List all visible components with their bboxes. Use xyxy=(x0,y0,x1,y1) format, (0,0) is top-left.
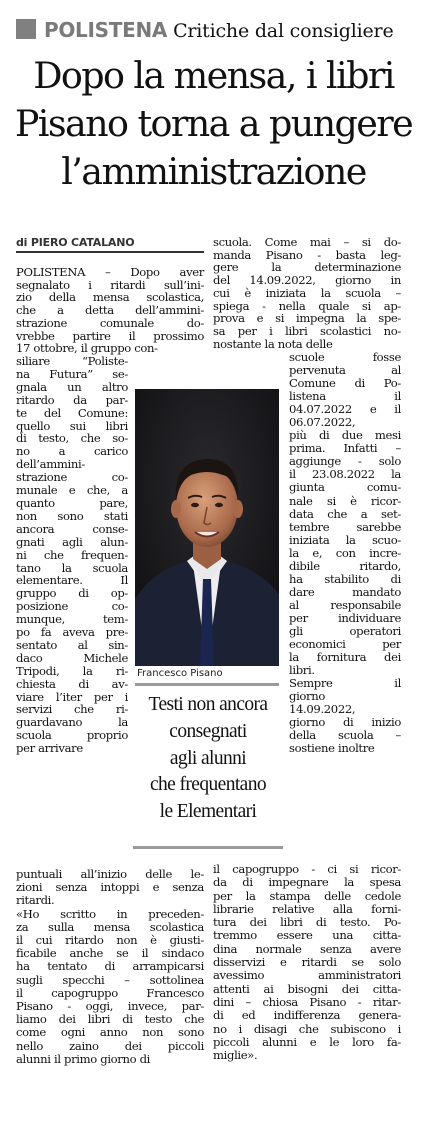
kicker-square-icon xyxy=(16,19,36,39)
text-line: no a carico xyxy=(16,444,128,459)
text-line: data che a set- xyxy=(289,506,401,521)
pull-quote-line: che frequentano xyxy=(149,774,267,796)
text-line: scuole fosse xyxy=(289,350,401,364)
text-line: dina normale senza avere xyxy=(213,941,401,956)
column-left-bottom xyxy=(16,868,204,1066)
text-line: il capogruppo Francesco xyxy=(16,985,204,1000)
text-line: più di due mesi xyxy=(289,428,401,443)
pull-quote-divider xyxy=(133,846,283,849)
text-line: nello zaino dei piccoli xyxy=(16,1038,204,1053)
text-line: di testo, che so- xyxy=(16,431,128,446)
text-line: 14.09.2022, xyxy=(289,702,356,717)
text-line: come ogni anno non sono xyxy=(16,1025,204,1040)
text-line: per individuare xyxy=(289,610,401,625)
text-line: nale si è ricor- xyxy=(289,493,401,508)
text-line: il cui ritardo non è giusti- xyxy=(16,933,204,948)
text-line: na Futura” se- xyxy=(16,366,128,381)
text-line: viare l’iter per i xyxy=(16,689,128,704)
text-line: munque, tem- xyxy=(16,612,128,627)
text-line: alunni il primo giorno di xyxy=(16,1051,151,1066)
column-right-bottom xyxy=(213,863,401,1062)
kicker-subtitle: Critiche dal consigliere xyxy=(173,20,394,42)
text-line: gli operatori xyxy=(289,623,401,638)
text-line: ritardo da par- xyxy=(16,392,128,407)
text-line: pervenuta al xyxy=(289,363,401,378)
text-line: della scuola – xyxy=(289,728,401,743)
text-line: giorno xyxy=(289,689,325,704)
text-line: economici per xyxy=(289,637,401,652)
kicker-city: POLISTENA xyxy=(44,18,168,42)
byline: di PIERO CATALANO xyxy=(16,236,204,253)
headline-line: Dopo la mensa, i libri xyxy=(33,54,394,97)
text-line: per la stampa delle cedole xyxy=(213,888,401,903)
text-line: posizione co- xyxy=(16,599,128,614)
text-line: puntuali all’inizio delle le- xyxy=(16,867,204,881)
text-line: ha tentato di arrampicarsi xyxy=(16,959,204,974)
text-line: che a detta dell’ammini- xyxy=(16,303,204,318)
text-line: ni che frequen- xyxy=(16,547,128,562)
text-line: non sono stati xyxy=(16,508,128,523)
text-line: gnati agli alun- xyxy=(16,534,128,549)
text-line: prima. Infatti – xyxy=(289,441,401,456)
text-line: Comune di Po- xyxy=(289,376,401,391)
text-line: no i disagi che subiscono i xyxy=(213,1021,401,1036)
text-line: zio della mensa scolastica, xyxy=(16,290,204,305)
text-line: scuola proprio xyxy=(16,728,128,743)
caption-divider xyxy=(135,683,279,686)
text-line: avessimo amministratori xyxy=(213,968,401,983)
text-line: quanto pare, xyxy=(16,495,128,510)
portrait-photo xyxy=(135,389,279,666)
text-line: da di impegnare la spesa xyxy=(213,875,401,890)
pull-quote xyxy=(133,692,283,826)
text-line: dini – chiosa Pisano - ritar- xyxy=(213,994,401,1009)
column-right-top xyxy=(213,236,401,350)
text-line: tano la scuola xyxy=(16,560,128,575)
text-line: strazione comunale do- xyxy=(16,315,204,330)
pull-quote-line: le Elementari xyxy=(159,801,257,823)
column-left-top xyxy=(16,266,204,355)
column-left-narrow xyxy=(16,355,128,755)
text-line: po fa aveva pre- xyxy=(16,625,128,640)
text-line: sugli specchi – sottolinea xyxy=(16,972,204,987)
text-line: di ed indifferenza genera- xyxy=(213,1008,401,1023)
text-line: dell’ammini- xyxy=(16,457,85,472)
text-line: dare mandato xyxy=(289,584,401,599)
text-line: Tripodi, la ri- xyxy=(16,663,128,678)
text-line: librarie relative alla forni- xyxy=(213,901,401,916)
text-line: attenti ai bisogni dei citta- xyxy=(213,981,401,996)
text-line: ritardi. xyxy=(16,893,55,908)
text-line: scuola. Come mai – si do- xyxy=(213,235,401,249)
text-line: sostiene inoltre xyxy=(289,741,375,756)
text-line: «Ho scritto in preceden- xyxy=(16,906,204,921)
text-line: ancora conse- xyxy=(16,521,128,536)
column-right-narrow xyxy=(289,351,401,755)
text-line: servizi che ri- xyxy=(16,702,128,717)
text-line: elementare. Il xyxy=(16,573,128,588)
text-line: giorno di inizio xyxy=(289,715,401,730)
text-line: tura dei libri di testo. Po- xyxy=(213,915,401,930)
text-line: chiesta di av- xyxy=(16,676,128,691)
text-line: tremmo essere una citta- xyxy=(213,928,401,943)
text-line: Sempre il xyxy=(289,676,401,691)
text-line: quello sui libri xyxy=(16,418,128,433)
text-line: liamo dei libri di testo che xyxy=(16,1012,204,1027)
text-line: giunta comu- xyxy=(289,480,401,495)
text-line: cui è iniziata la scuola – xyxy=(213,285,401,300)
headline-line: Pisano torna a pungere xyxy=(14,102,413,145)
text-line: il capogruppo - ci si ricor- xyxy=(213,862,401,876)
text-line: guardavano la xyxy=(16,715,128,730)
text-line: il 23.08.2022 la xyxy=(289,467,401,482)
text-line: vrebbe partire il prossimo xyxy=(16,328,204,343)
text-line: gnala un altro xyxy=(16,379,128,394)
text-line: siliare “Poliste- xyxy=(16,354,128,368)
text-line: listena il xyxy=(289,389,401,404)
text-line: nostante la nota delle xyxy=(213,336,333,351)
text-line: libri. xyxy=(289,663,315,678)
text-line: POLISTENA – Dopo aver xyxy=(16,265,204,279)
text-line: prova e si impegna la spe- xyxy=(213,311,401,326)
text-line: za sulla mensa scolastica xyxy=(16,919,204,934)
text-line: disservizi e ritardi se solo xyxy=(213,955,401,970)
text-line: del 14.09.2022, giorno in xyxy=(213,273,401,288)
text-line: 06.07.2022, xyxy=(289,415,356,430)
text-line: dibile ritardo, xyxy=(289,558,401,573)
text-line: ficabile anche se il sindaco xyxy=(16,946,204,961)
text-line: spiega - nella quale si ap- xyxy=(213,298,401,313)
text-line: 17 ottobre, il gruppo con- xyxy=(16,341,158,356)
text-line: per arrivare xyxy=(16,741,83,756)
text-line: la fornitura dei xyxy=(289,650,401,665)
text-line: al responsabile xyxy=(289,597,401,612)
portrait-illustration xyxy=(135,389,279,666)
text-line: aggiunge - solo xyxy=(289,454,401,469)
article-kicker xyxy=(16,18,416,44)
text-line: iniziata la scuo- xyxy=(289,532,401,547)
headline xyxy=(8,52,419,196)
text-line: piccoli alunni e le loro fa- xyxy=(213,1034,401,1049)
photo-caption: Francesco Pisano xyxy=(137,668,223,679)
text-line: munale e che, a xyxy=(16,483,128,498)
text-line: ha stabilito di xyxy=(289,571,401,586)
pull-quote-line: consegnati xyxy=(169,720,247,742)
text-line: sa per i libri scolastici no- xyxy=(213,323,401,338)
pull-quote-line: agli alunni xyxy=(169,747,247,769)
text-line: segnalato i ritardi sull’ini- xyxy=(16,277,204,292)
text-line: zioni senza intoppi e senza xyxy=(16,880,204,895)
text-line: gruppo di op- xyxy=(16,586,128,601)
text-line: Pisano - oggi, invece, par- xyxy=(16,999,204,1014)
text-line: strazione co- xyxy=(16,470,128,485)
text-line: daco Michele xyxy=(16,650,128,665)
text-line: gere la determinazione xyxy=(213,260,401,275)
text-line: la e, con incre- xyxy=(289,545,401,560)
text-line: te del Comune: xyxy=(16,405,128,420)
text-line: sentato al sin- xyxy=(16,637,128,652)
text-line: tembre sarebbe xyxy=(289,519,401,534)
pull-quote-line: Testi non ancora xyxy=(148,694,268,715)
text-line: manda Pisano - basta leg- xyxy=(213,247,401,262)
text-line: 04.07.2022 e il xyxy=(289,402,401,417)
headline-line: l’amministrazione xyxy=(61,150,366,193)
text-line: miglie». xyxy=(213,1048,258,1063)
